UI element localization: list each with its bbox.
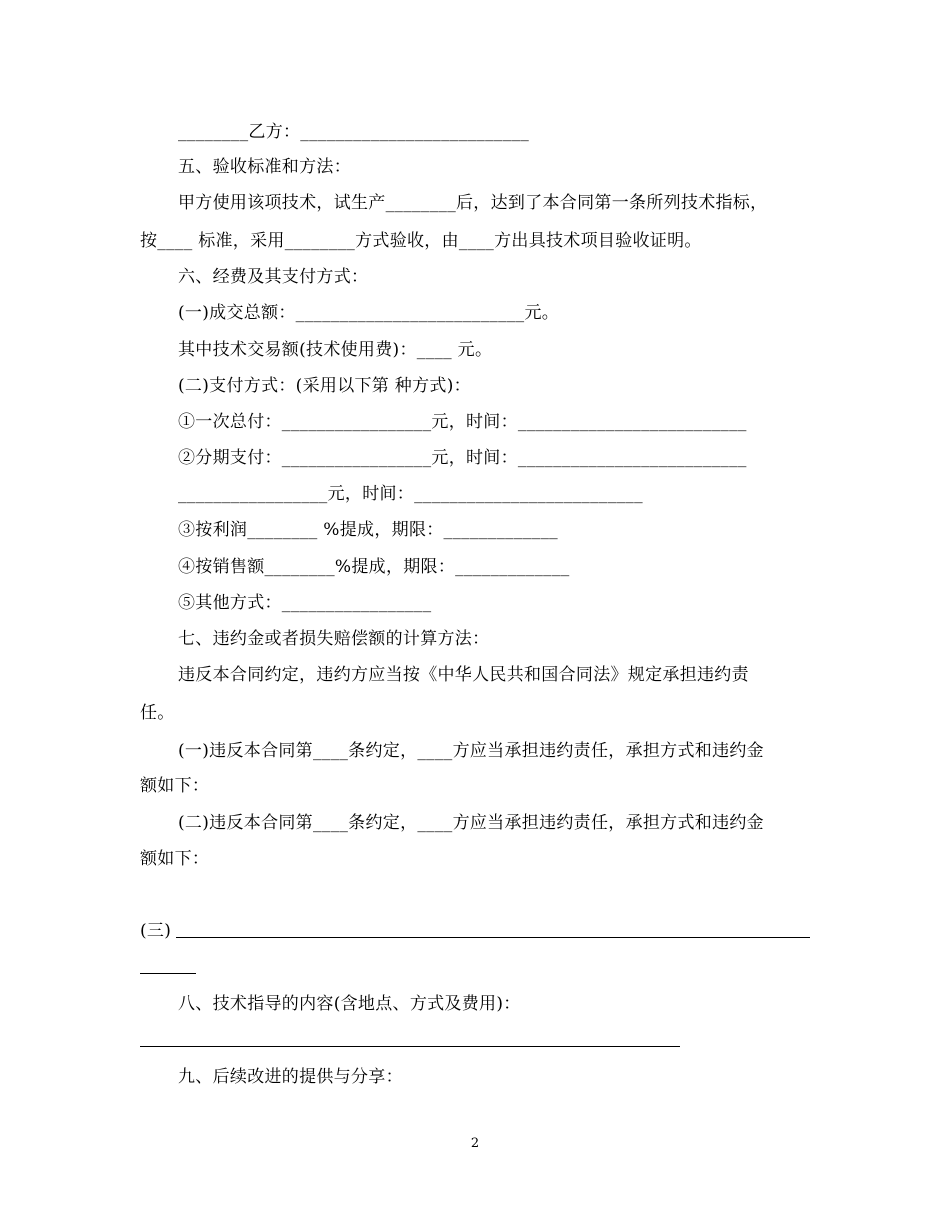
section-7-heading: 七、违约金或者损失赔偿额的计算方法： [178,629,490,649]
acceptance-paragraph-line-1: 甲方使用该项技术，试生产________后，达到了本合同第一条所列技术指标， [178,193,768,213]
installment-continuation-line: _________________元，时间：__________________________ [178,484,643,504]
sales-share-line: ④按销售额________%提成，期限：_____________ [178,557,570,577]
breach-item-2-line-1: (二)违反本合同第____条约定，____方应当承担违约责任，承担方式和违约金 [178,813,764,833]
breach-item-3-blank-rule [176,937,810,938]
party-b-line: ________乙方：__________________________ [178,122,530,142]
payment-method-line: (二)支付方式：(采用以下第 种方式)： [178,376,471,396]
tech-fee-line: 其中技术交易额(技术使用费)：____ 元。 [178,340,493,360]
breach-item-1-line-2: 额如下： [140,776,210,796]
page-number: 2 [470,1136,480,1151]
section-6-heading: 六、经费及其支付方式： [178,267,369,287]
breach-paragraph-line-1: 违反本合同约定，违约方应当按《中华人民共和国合同法》规定承担违约责 [178,665,749,685]
section-8-heading: 八、技术指导的内容(含地点、方式及费用)： [178,994,521,1014]
other-method-line: ⑤其他方式：_________________ [178,593,432,613]
section-9-heading: 九、后续改进的提供与分享： [178,1067,403,1087]
section-8-blank-rule [140,1046,680,1047]
breach-item-1-line-1: (一)违反本合同第____条约定，____方应当承担违约责任，承担方式和违约金 [178,741,764,761]
breach-paragraph-line-2: 任。 [140,703,175,723]
breach-item-3-label: (三) [140,921,172,941]
installment-line: ②分期支付：_________________元，时间：__________________________ [178,448,747,468]
profit-share-line: ③按利润________ %提成，期限：_____________ [178,520,558,540]
breach-item-3-blank-rule-continued [140,973,196,974]
breach-item-2-line-2: 额如下： [140,849,210,869]
lump-sum-line: ①一次总付：_________________元，时间：__________________________ [178,412,747,432]
acceptance-paragraph-line-2: 按____ 标准，采用________方式验收，由____方出具技术项目验收证明。 [140,231,702,251]
section-5-heading: 五、验收标准和方法： [178,157,351,177]
total-amount-line: (一)成交总额：__________________________元。 [178,303,560,323]
